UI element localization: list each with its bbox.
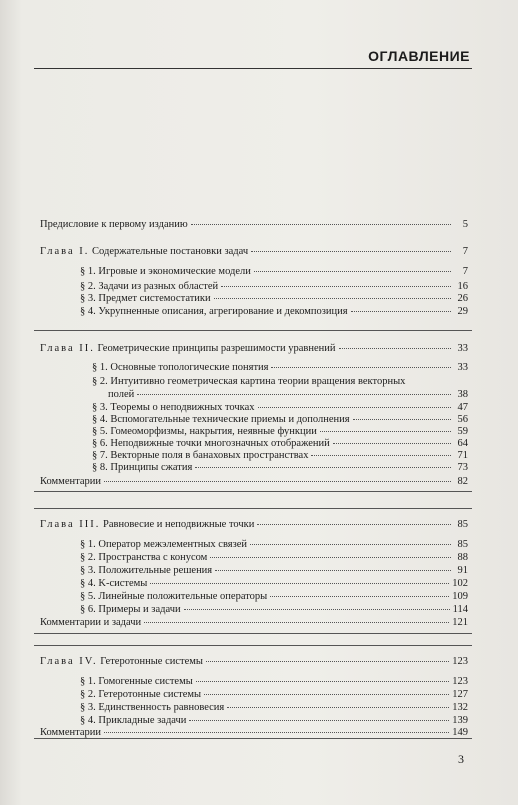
leader-dots	[214, 298, 451, 299]
header-rule	[34, 68, 472, 69]
toc-entry	[80, 538, 468, 551]
leader-dots	[353, 419, 451, 420]
toc-entry	[80, 265, 468, 278]
toc-entry-page: 123	[452, 676, 468, 687]
toc-entry-text: § 6. Неподвижные точки многозначных отображений	[92, 438, 330, 449]
toc-entry-text: § 4. K-системы	[80, 578, 148, 589]
page-number: 3	[458, 752, 464, 766]
toc-entry	[80, 577, 468, 590]
toc-entry-text: § 2. Пространства с конусом	[80, 552, 208, 563]
toc-entry-page: 149	[452, 727, 468, 738]
leader-dots	[320, 431, 451, 432]
toc-entry-page: 47	[457, 402, 468, 413]
chapter-title: Равновесие и неподвижные точки	[103, 519, 255, 530]
leader-dots	[189, 720, 449, 721]
toc-entry	[80, 675, 468, 688]
toc-entry-text: Комментарии	[40, 476, 101, 487]
chapter-title: Геометрические принципы разрешимости уравнений	[97, 343, 336, 354]
leader-dots	[227, 707, 449, 708]
toc-entry-text: Комментарии и задачи	[40, 617, 142, 628]
leader-dots	[351, 311, 451, 312]
toc-entry-wrapped-text: § 2. Интуитивно геометрическая картина теории вращения векторных	[92, 376, 406, 387]
chapter-label: Глава I.	[40, 246, 90, 257]
toc-entry	[80, 305, 468, 318]
leader-dots	[210, 557, 451, 558]
leader-dots	[196, 681, 449, 682]
toc-entry	[92, 461, 468, 474]
leader-dots	[257, 524, 451, 525]
leader-dots	[258, 407, 451, 408]
toc-entry-text: § 4. Вспомогательные технические приемы и дополнения	[92, 414, 350, 425]
toc-entry-page: 26	[457, 293, 468, 304]
leader-dots	[104, 732, 449, 733]
toc-entry-preface	[40, 218, 468, 231]
toc-entry-text: § 1. Основные топологические понятия	[92, 362, 269, 373]
toc-chapter-4	[40, 655, 468, 668]
toc-entry-text: § 1. Оператор межэлементных связей	[80, 539, 248, 550]
toc-entry-page: 91	[457, 565, 468, 576]
toc-comments	[40, 726, 468, 739]
toc-entry-page: 5	[462, 219, 468, 230]
toc-entry-page: 109	[452, 591, 468, 602]
toc-entry-page: 7	[462, 246, 468, 257]
toc-entry-text: § 3. Предмет системостатики	[80, 293, 211, 304]
toc-entry-text: § 1. Игровые и экономические модели	[80, 266, 251, 277]
toc-entry-text: § 8. Принципы сжатия	[92, 462, 193, 473]
chapter-title: Гетеротонные системы	[100, 656, 203, 667]
toc-entry-text: Предисловие к первому изданию	[40, 219, 188, 230]
leader-dots	[184, 609, 450, 610]
toc-entry	[92, 361, 468, 374]
toc-entry-text: § 3. Положительные решения	[80, 565, 213, 576]
toc-entry-page: 33	[457, 343, 468, 354]
toc-entry-page: 16	[457, 281, 468, 292]
toc-entry-text: § 4. Укрупненные описания, агрегирование и декомпозиция	[80, 306, 348, 317]
toc-entry-text: § 2. Задачи из разных областей	[80, 281, 219, 292]
toc-entry-text: § 7. Векторные поля в банаховых пространствах	[92, 450, 309, 461]
toc-entry-text: Комментарии	[40, 727, 101, 738]
toc-entry-text: § 5. Гомеоморфизмы, накрытия, неявные функции	[92, 426, 317, 437]
toc-entry-page: 7	[462, 266, 468, 277]
leader-dots	[270, 596, 449, 597]
toc-entry-page: 73	[457, 462, 468, 473]
leader-dots	[215, 570, 451, 571]
toc-entry-page: 132	[452, 702, 468, 713]
toc-entry-page: 85	[457, 539, 468, 550]
toc-entry	[80, 603, 468, 616]
toc-entry-text: § 4. Прикладные задачи	[80, 715, 187, 726]
toc-entry-page: 85	[457, 519, 468, 530]
toc-entry-page: 64	[457, 438, 468, 449]
toc-entry-page: 56	[457, 414, 468, 425]
toc-entry-page: 139	[452, 715, 468, 726]
toc-entry-page: 82	[457, 476, 468, 487]
leader-dots	[254, 271, 451, 272]
leader-dots	[104, 481, 451, 482]
toc-entry	[80, 590, 468, 603]
page-title: ОГЛАВЛЕНИЕ	[368, 48, 470, 64]
toc-entry	[80, 701, 468, 714]
toc-entry-text: § 6. Примеры и задачи	[80, 604, 181, 615]
toc-entry-page: 121	[452, 617, 468, 628]
toc-chapter-1	[40, 245, 468, 258]
leader-dots	[251, 251, 451, 252]
leader-dots	[250, 544, 451, 545]
leader-dots	[195, 467, 451, 468]
toc-entry-page: 71	[457, 450, 468, 461]
toc-entry-text: § 1. Гомогенные системы	[80, 676, 193, 687]
toc-entry	[80, 551, 468, 564]
toc-chapter-2	[40, 342, 468, 355]
leader-dots	[191, 224, 451, 225]
toc-entry-page: 33	[457, 362, 468, 373]
leader-dots	[137, 394, 451, 395]
toc-entry-text: § 2. Гетеротонные системы	[80, 689, 202, 700]
leader-dots	[150, 583, 449, 584]
leader-dots	[311, 455, 451, 456]
toc-entry-page: 29	[457, 306, 468, 317]
toc-entry-page: 102	[452, 578, 468, 589]
toc-entry-page: 114	[452, 604, 468, 615]
toc-entry	[80, 292, 468, 305]
leader-dots	[333, 443, 451, 444]
toc-entry-page: 59	[457, 426, 468, 437]
toc-entry-text: § 3. Теоремы о неподвижных точках	[92, 402, 255, 413]
toc-entry	[80, 564, 468, 577]
toc-comments	[40, 616, 468, 629]
chapter-label: Глава II.	[40, 343, 95, 354]
leader-dots	[339, 348, 452, 349]
chapter-title: Содержательные постановки задач	[92, 246, 249, 257]
toc-entry-page: 123	[452, 656, 468, 667]
toc-comments	[40, 475, 468, 488]
toc-entry-text: полей	[108, 389, 135, 400]
toc-entry	[108, 388, 468, 401]
chapter-label: Глава IV.	[40, 656, 98, 667]
leader-dots	[271, 367, 451, 368]
leader-dots	[206, 661, 449, 662]
toc-entry	[80, 688, 468, 701]
toc-entry-text: § 3. Единственность равновесия	[80, 702, 225, 713]
leader-dots	[204, 694, 449, 695]
chapter-label: Глава III.	[40, 519, 101, 530]
leader-dots	[144, 622, 449, 623]
toc-entry-page: 88	[457, 552, 468, 563]
toc-chapter-3	[40, 518, 468, 531]
toc-entry-text: § 5. Линейные положительные операторы	[80, 591, 268, 602]
toc-entry-page: 38	[457, 389, 468, 400]
toc-entry-page: 127	[452, 689, 468, 700]
leader-dots	[221, 286, 451, 287]
